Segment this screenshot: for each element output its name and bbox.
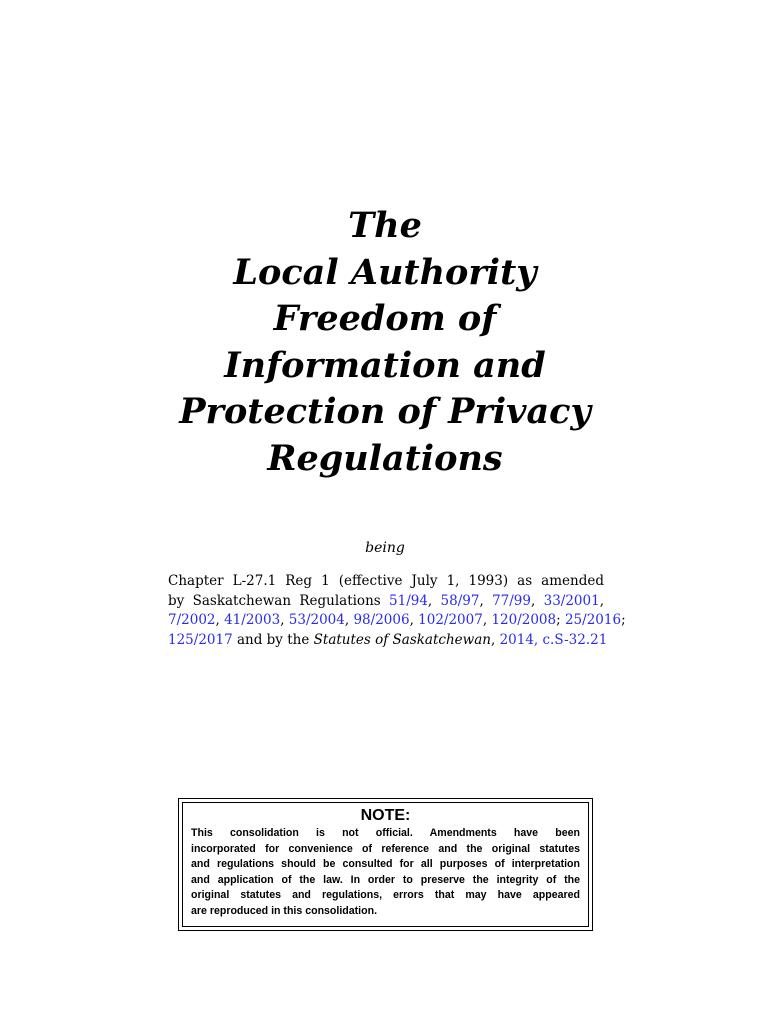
regulation-link[interactable]: 102/2007 [418,612,483,628]
regulation-link[interactable]: 125/2017 [168,631,233,648]
title-line: Protection of Privacy [179,391,591,432]
citation-line: 125/2017 and by the Statutes of Saskatchewan, 2014, c.S-32.21 [168,631,608,648]
regulation-link[interactable]: 53/2004 [288,612,345,628]
regulation-link[interactable]: 51/94 [389,592,428,609]
statute-link[interactable]: 2014, c.S-32.21 [499,631,608,648]
document-title [0,203,770,482]
citation-by-regs: by Saskatchewan Regulations [168,592,381,609]
citation-intro: Chapter L-27.1 Reg 1 (effective July 1, 1993) as amended [168,573,604,589]
statutes-title: Statutes of Saskatchewan [313,631,491,648]
title-line: Regulations [267,437,503,479]
regulation-link[interactable]: 120/2008 [491,612,557,628]
being-label: being [365,540,405,556]
regulation-link[interactable]: 58/97 [440,592,480,609]
title-line: Information and [224,344,546,386]
regulation-link[interactable]: 41/2003 [224,612,281,628]
title-line: Freedom of [273,298,497,339]
citation-line: by Saskatchewan Regulations 51/94, 58/97, 77/99, 33/2001, [168,592,604,609]
note-line: This consolidation is not official. Amendments have been [191,827,580,839]
citation-line: 7/2002, 41/2003, 53/2004, 98/2006, 102/2007, 120/2008; 25/2016; [168,612,626,628]
note-box [178,798,593,931]
regulation-link[interactable]: 25/2016 [564,612,622,628]
note-line: and regulations should be consulted for all purposes of interpretation [191,858,580,870]
title-line: Local Authority [233,251,537,293]
regulation-link[interactable]: 98/2006 [353,612,410,628]
note-line: incorporated for convenience of reference and the original statutes [191,842,580,855]
note-line: original statutes and regulations, errors that may have appeared [191,889,580,901]
title-line: The [348,205,422,246]
regulation-link[interactable]: 77/99 [492,592,531,609]
citation-and-by: and by the [236,631,310,648]
regulation-link[interactable]: 33/2001 [543,592,600,609]
note-box-inner [182,802,589,927]
note-line: and application of the law. In order to preserve the integrity of the [191,873,580,886]
citation-line [168,572,604,592]
regulation-link[interactable]: 7/2002 [168,612,216,628]
note-body [191,826,580,919]
note-line: are reproduced in this consolidation. [191,904,378,917]
chapter-citation [168,572,626,650]
note-heading: NOTE: [360,807,411,824]
